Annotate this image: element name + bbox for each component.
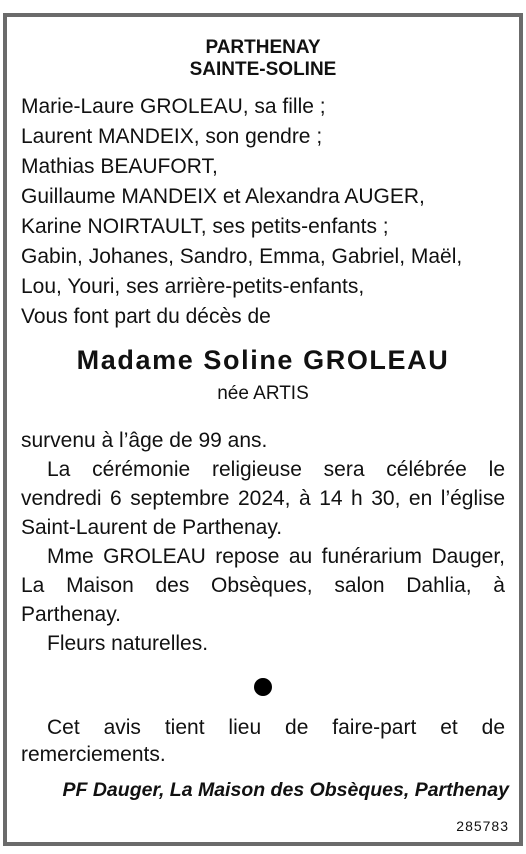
funeral-home: PF Dauger, La Maison des Obsèques, Parthenay <box>62 779 509 801</box>
rest-text: Mme GROLEAU repose au funérarium Dauger, La Maison des Obsèques, salon Dahlia, à Parthenay. <box>21 545 505 626</box>
notice-body <box>21 426 505 658</box>
age-text: survenu à l’âge de 99 ans. <box>21 429 268 452</box>
family-line: Karine NOIRTAULT, ses petits-enfants ; <box>21 215 389 238</box>
family-line: Laurent MANDEIX, son gendre ; <box>21 125 323 148</box>
notice-text: Cet avis tient lieu de faire-part et de remerciements. <box>21 716 505 766</box>
family-line: Mathias BEAUFORT, <box>21 155 218 178</box>
reference-number: 285783 <box>456 818 509 834</box>
header <box>7 37 519 81</box>
family-line: Lou, Youri, ses arrière-petits-enfants, <box>21 275 365 298</box>
family-line: Marie-Laure GROLEAU, sa fille ; <box>21 95 326 118</box>
birth-name: née ARTIS <box>217 383 309 404</box>
flowers-text: Fleurs naturelles. <box>47 632 209 655</box>
obituary-notice <box>3 13 523 846</box>
town-title: PARTHENAY <box>205 37 321 58</box>
family-list <box>21 92 505 332</box>
deceased-name: Madame Soline GROLEAU <box>76 345 450 375</box>
ceremony-text: La cérémonie religieuse sera célébrée le vendredi 6 septembre 2024, à 14 h 30, en l’église Saint-Laurent de Parthenay. <box>21 458 505 539</box>
village-title: SAINTE-SOLINE <box>189 59 337 80</box>
bullet-separator <box>254 678 272 696</box>
family-line: Guillaume MANDEIX et Alexandra AUGER, <box>21 185 425 208</box>
family-line: Gabin, Johanes, Sandro, Emma, Gabriel, Maël, <box>21 245 463 268</box>
family-line: Vous font part du décès de <box>21 305 271 328</box>
